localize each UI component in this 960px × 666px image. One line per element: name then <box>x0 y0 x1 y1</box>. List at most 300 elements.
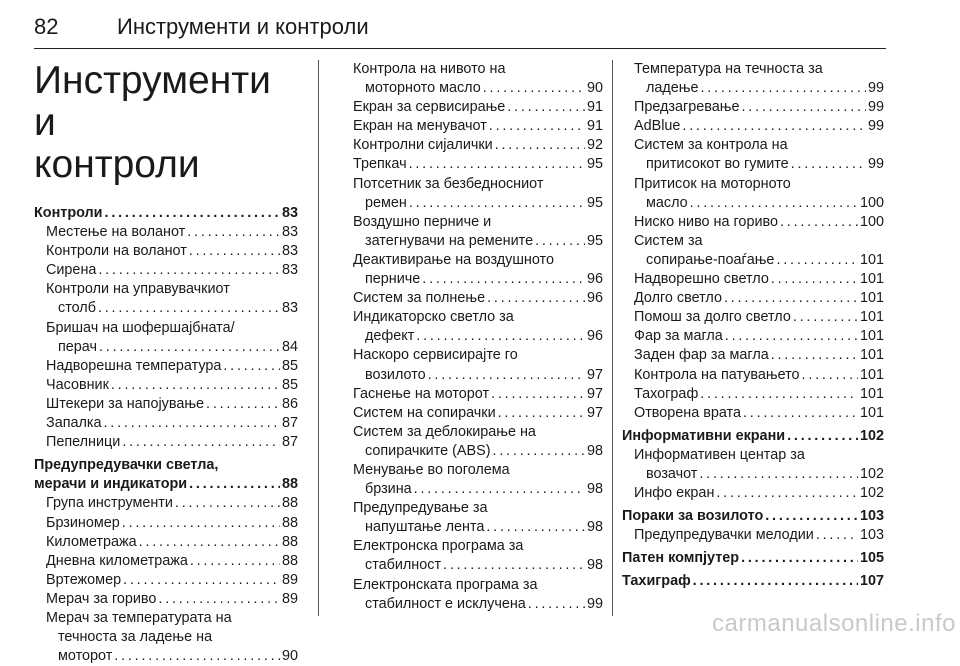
toc-page-number: 83 <box>281 300 298 317</box>
toc-entry-line <box>341 327 603 346</box>
toc-entry-line <box>622 346 884 365</box>
toc-entry-text: Наскоро сервисирајте го <box>353 347 518 364</box>
toc-entry[interactable] <box>622 446 884 484</box>
toc-entry[interactable] <box>34 242 298 261</box>
dot-leader <box>483 79 585 98</box>
toc-entry-line <box>622 117 884 136</box>
dot-leader <box>489 117 585 136</box>
toc-heading[interactable] <box>622 549 884 568</box>
toc-entry-text: Предупредувачки мелодии <box>634 527 814 544</box>
toc-page-number: 91 <box>586 118 603 135</box>
toc-entry[interactable] <box>341 308 603 346</box>
toc-page-number: 87 <box>281 415 298 432</box>
dot-leader <box>486 518 585 537</box>
page-number: 82 <box>34 14 59 39</box>
toc-entry-line <box>34 475 298 494</box>
toc-entry-line <box>622 366 884 385</box>
toc-entry[interactable] <box>622 232 884 270</box>
toc-page-number: 88 <box>281 495 298 512</box>
toc-entry[interactable] <box>622 213 884 232</box>
dot-leader <box>787 427 858 446</box>
toc-entry-line <box>34 395 298 414</box>
toc-entry-line <box>341 499 603 518</box>
toc-entry-text: Пепелници <box>46 434 121 451</box>
toc-entry-text: Систем за деблокирање на <box>353 423 536 440</box>
toc-entry-line <box>622 155 884 174</box>
dot-leader <box>416 327 585 346</box>
toc-entry-text: Индикаторско светло за <box>353 309 514 326</box>
toc-entry[interactable] <box>34 223 298 242</box>
toc-entry-line <box>341 136 603 155</box>
toc-entry-text: моторот <box>58 648 113 665</box>
dot-leader <box>422 270 585 289</box>
toc-entry-text: Електронската програма за <box>353 576 538 593</box>
toc-page-number: 101 <box>859 366 884 383</box>
toc-entry-line <box>622 213 884 232</box>
toc-entry-line <box>34 628 298 647</box>
toc-entry-text: стабилност <box>365 557 442 574</box>
toc-entry[interactable] <box>34 552 298 571</box>
toc-entry-text: Дневна километража <box>46 552 188 569</box>
toc-entry-text: Помош за долго светло <box>634 309 791 326</box>
toc-entry[interactable] <box>341 213 603 251</box>
dot-leader <box>114 647 280 666</box>
dot-leader <box>701 79 866 98</box>
toc-entry-text: Местење на воланот <box>46 224 186 241</box>
toc-heading[interactable] <box>622 507 884 526</box>
toc-page-number: 101 <box>859 251 884 268</box>
toc-page-number: 103 <box>859 527 884 544</box>
toc-entry-line <box>341 175 603 194</box>
toc-entry-line <box>34 338 298 357</box>
toc-page-number: 97 <box>586 366 603 383</box>
toc-entry-text: Патен компјутер <box>622 550 740 567</box>
toc-entry[interactable] <box>622 308 884 327</box>
toc-entry-text: Штекери за напојување <box>46 395 205 412</box>
section-title <box>34 60 298 186</box>
dot-leader <box>189 475 280 494</box>
toc-entry[interactable] <box>622 270 884 289</box>
toc-entry[interactable] <box>34 533 298 552</box>
toc-entry[interactable] <box>622 526 884 545</box>
toc-entry-line <box>34 433 298 452</box>
toc-page-number: 88 <box>281 476 298 493</box>
toc-page-number: 98 <box>586 442 603 459</box>
dot-leader <box>699 465 858 484</box>
toc-entry-text: Предупредувачки светла, <box>34 457 219 474</box>
toc-entry[interactable] <box>622 366 884 385</box>
dot-leader <box>123 571 280 590</box>
dot-leader <box>498 404 585 423</box>
toc-page-number: 101 <box>859 290 884 307</box>
toc-entry-text: перниче <box>365 271 421 288</box>
toc-entry-text: дефект <box>365 328 415 345</box>
toc-entry-line <box>622 446 884 465</box>
toc-entry-text: мерачи и индикатори <box>34 476 188 493</box>
toc-entry[interactable] <box>341 576 603 614</box>
toc-entry-line <box>341 556 603 575</box>
toc-entry[interactable] <box>622 136 884 174</box>
toc-entry[interactable] <box>34 280 298 318</box>
toc-entry-line <box>34 552 298 571</box>
toc-entry-line <box>622 404 884 423</box>
toc-entry-text: затегнувачи на ремените <box>365 232 534 249</box>
toc-entry-text: Информативен центар за <box>634 446 805 463</box>
toc-entry-line <box>34 609 298 628</box>
toc-entry[interactable] <box>34 261 298 280</box>
toc-entry[interactable] <box>622 289 884 308</box>
toc-entry-line <box>341 576 603 595</box>
toc-entry-line <box>622 251 884 270</box>
toc-entry[interactable] <box>341 117 603 136</box>
toc-entry-line <box>34 261 298 280</box>
dot-leader <box>409 155 585 174</box>
toc-page-number: 90 <box>281 648 298 665</box>
toc-entry-text: Инфо екран <box>634 485 715 502</box>
toc-entry-text: столб <box>58 300 96 317</box>
toc-entry-text: Часовник <box>46 376 109 393</box>
toc-entry-line <box>341 385 603 404</box>
toc-entry[interactable] <box>341 289 603 308</box>
toc-entry[interactable] <box>622 484 884 503</box>
toc-entry-text: Систем за контрола на <box>634 137 788 154</box>
toc-page-number: 96 <box>586 271 603 288</box>
toc-page-number: 103 <box>859 508 884 525</box>
toc-entry-text: Контроли на воланот <box>46 243 187 260</box>
toc-entry-text: притисокот во гумите <box>646 156 789 173</box>
toc-entry[interactable] <box>34 609 298 666</box>
toc-entry-line <box>341 346 603 365</box>
toc-entry-text: Гаснење на моторот <box>353 385 490 402</box>
toc-entry[interactable] <box>341 385 603 404</box>
toc-entry-line <box>622 232 884 251</box>
toc-entry-line <box>341 270 603 289</box>
toc-entry-line <box>34 414 298 433</box>
toc-entry-text: Менување во поголема <box>353 461 510 478</box>
toc-entries <box>622 60 884 592</box>
toc-entry-line <box>622 98 884 117</box>
toc-entry-text: Електронска програма за <box>353 538 524 555</box>
toc-entry[interactable] <box>34 414 298 433</box>
toc-entry-line <box>622 465 884 484</box>
toc-entry-line <box>622 289 884 308</box>
toc-entry-text: Тахиграф <box>622 573 691 590</box>
toc-entry-line <box>34 590 298 609</box>
toc-entry-text: Предупредување за <box>353 500 488 517</box>
dot-leader <box>743 404 858 423</box>
toc-entry[interactable] <box>341 155 603 174</box>
dot-leader <box>771 270 858 289</box>
dot-leader <box>493 442 585 461</box>
toc-entry-text: Запалка <box>46 415 102 432</box>
toc-page-number: 86 <box>281 395 298 412</box>
toc-heading[interactable] <box>34 456 298 494</box>
toc-entry-text: брзина <box>365 481 412 498</box>
toc-entry[interactable] <box>341 98 603 117</box>
toc-entry-text: Надворешна температура <box>46 357 222 374</box>
toc-entry-text: сопирачките (ABS) <box>365 442 491 459</box>
toc-entry-text: ремен <box>365 194 407 211</box>
toc-entry-line <box>622 507 884 526</box>
dot-leader <box>189 242 280 261</box>
toc-page-number: 101 <box>859 347 884 364</box>
toc-entry-line <box>622 427 884 446</box>
dot-leader <box>175 494 280 513</box>
running-header <box>34 4 886 49</box>
toc-entry[interactable] <box>341 461 603 499</box>
toc-page-number: 90 <box>586 80 603 97</box>
toc-entry-text: Бришач на шофершајбната/ <box>46 319 235 336</box>
toc-page-number: 105 <box>859 550 884 567</box>
toc-entry-line <box>341 289 603 308</box>
toc-entry-line <box>341 155 603 174</box>
toc-entry-text: Температура на течноста за <box>634 61 823 77</box>
toc-entry[interactable] <box>34 376 298 395</box>
dot-leader <box>693 572 858 591</box>
toc-page-number: 96 <box>586 290 603 307</box>
toc-entry-text: Километража <box>46 533 137 550</box>
toc-entry-line <box>622 327 884 346</box>
toc-entry-line <box>341 366 603 385</box>
toc-entry-line <box>34 299 298 318</box>
toc-page-number: 99 <box>867 156 884 173</box>
toc-page-number: 83 <box>281 224 298 241</box>
dot-leader <box>111 376 280 395</box>
dot-leader <box>122 433 280 452</box>
toc-page-number: 95 <box>586 194 603 211</box>
toc-entry-text: моторното масло <box>365 80 481 97</box>
toc-entry-line <box>34 223 298 242</box>
toc-entry-line <box>622 194 884 213</box>
toc-entry-text: Систем на сопирачки <box>353 404 496 421</box>
toc-entry-text: Фар за магла <box>634 328 723 345</box>
toc-heading[interactable] <box>622 572 884 591</box>
toc-page-number: 92 <box>586 137 603 154</box>
toc-entry-text: масло <box>646 194 688 211</box>
toc-entry[interactable] <box>34 514 298 533</box>
dot-leader <box>793 308 858 327</box>
toc-entry-text: Контрола на патувањето <box>634 366 800 383</box>
toc-page-number: 89 <box>281 590 298 607</box>
toc-page-number: 107 <box>859 573 884 590</box>
dot-leader <box>776 251 858 270</box>
toc-entry-text: ладење <box>646 80 699 97</box>
dot-leader <box>682 117 866 136</box>
toc-page-number: 99 <box>586 595 603 612</box>
column-divider <box>318 60 319 616</box>
toc-entry[interactable] <box>622 327 884 346</box>
toc-page-number: 101 <box>859 328 884 345</box>
dot-leader <box>443 556 585 575</box>
toc-entry[interactable] <box>34 590 298 609</box>
toc-entry[interactable] <box>622 404 884 423</box>
toc-entry-line <box>622 526 884 545</box>
dot-leader <box>765 507 858 526</box>
toc-page-number: 97 <box>586 404 603 421</box>
toc-entry-line <box>341 60 603 79</box>
toc-page-number: 102 <box>859 465 884 482</box>
toc-entry-line <box>341 423 603 442</box>
dot-leader <box>409 194 585 213</box>
toc-page-number: 101 <box>859 385 884 402</box>
toc-page-number: 100 <box>859 194 884 211</box>
toc-entry-line <box>341 232 603 251</box>
toc-column-3 <box>622 60 884 592</box>
dot-leader <box>428 366 585 385</box>
toc-entry-line <box>34 456 298 475</box>
dot-leader <box>741 98 866 117</box>
toc-entry-line <box>341 117 603 136</box>
toc-entry-text: стабилност е исклучена <box>365 595 526 612</box>
toc-entry[interactable] <box>34 395 298 414</box>
toc-entry[interactable] <box>34 494 298 513</box>
toc-entry-text: напуштање лента <box>365 519 485 536</box>
toc-entry-line <box>341 442 603 461</box>
toc-entry-line <box>341 518 603 537</box>
toc-page-number: 98 <box>586 519 603 536</box>
toc-entry[interactable] <box>34 571 298 590</box>
section-title-line: контроли <box>34 143 200 186</box>
toc-page-number: 89 <box>281 571 298 588</box>
toc-entry-text: Воздушно перниче и <box>353 213 492 230</box>
toc-entry-text: перач <box>58 338 97 355</box>
column-divider <box>612 60 613 616</box>
dot-leader <box>780 213 858 232</box>
toc-page-number: 98 <box>586 557 603 574</box>
toc-entry-line <box>622 549 884 568</box>
toc-entry[interactable] <box>341 404 603 423</box>
toc-entry-line <box>34 514 298 533</box>
dot-leader <box>816 526 858 545</box>
toc-entry[interactable] <box>622 98 884 117</box>
toc-entry-text: Екран на менувачот <box>353 118 487 135</box>
toc-page-number: 101 <box>859 271 884 288</box>
toc-entry[interactable] <box>341 537 603 575</box>
toc-entry-text: Контролни сијалички <box>353 137 493 154</box>
toc-entry[interactable] <box>34 433 298 452</box>
toc-entry-line <box>341 213 603 232</box>
toc-page-number: 83 <box>281 205 298 221</box>
toc-entry-text: Тахограф <box>634 385 699 402</box>
toc-entry-text: Мерач за гориво <box>46 590 157 607</box>
toc-entry[interactable] <box>341 423 603 461</box>
toc-entry-line <box>341 194 603 213</box>
toc-entry-text: Надворешно светло <box>634 271 769 288</box>
toc-entry-line <box>34 494 298 513</box>
toc-page-number: 88 <box>281 533 298 550</box>
toc-heading[interactable] <box>34 204 298 223</box>
toc-entry-text: Контроли <box>34 205 103 221</box>
toc-entry-line <box>341 480 603 499</box>
toc-entry-line <box>622 308 884 327</box>
toc-entry-text: Вртежомер <box>46 571 122 588</box>
toc-entries <box>341 60 603 614</box>
toc-entry[interactable] <box>341 251 603 289</box>
toc-entry-line <box>34 571 298 590</box>
toc-entry-line <box>622 136 884 155</box>
dot-leader <box>802 366 858 385</box>
toc-page-number: 91 <box>586 99 603 116</box>
toc-entry-text: Трепкач <box>353 156 407 173</box>
toc-entry-line <box>341 404 603 423</box>
toc-entry-line <box>622 572 884 591</box>
toc-page-number: 88 <box>281 552 298 569</box>
toc-entry[interactable] <box>341 136 603 155</box>
toc-entry-line <box>34 319 298 338</box>
toc-page-number: 96 <box>586 328 603 345</box>
toc-entry[interactable] <box>341 60 603 98</box>
dot-leader <box>104 414 280 433</box>
toc-page-number: 85 <box>281 357 298 374</box>
dot-leader <box>122 514 280 533</box>
toc-page-number: 99 <box>867 99 884 116</box>
dot-leader <box>791 155 866 174</box>
toc-page-number: 100 <box>859 213 884 230</box>
dot-leader <box>98 299 280 318</box>
toc-entry-line <box>622 60 884 79</box>
toc-page-number: 83 <box>281 243 298 260</box>
toc-entry-text: Контроли на управувачкиот <box>46 281 230 298</box>
toc-entry-line <box>34 357 298 376</box>
toc-entry-text: Информативни екрани <box>622 427 786 444</box>
dot-leader <box>223 357 280 376</box>
toc-entry[interactable] <box>34 357 298 376</box>
toc-entry-line <box>622 79 884 98</box>
toc-heading[interactable] <box>622 427 884 446</box>
dot-leader <box>487 289 585 308</box>
toc-column-2 <box>341 60 603 614</box>
toc-entry-line <box>34 204 298 223</box>
toc-entry-text: Притисок на моторното <box>634 175 791 192</box>
toc-page-number: 101 <box>859 309 884 326</box>
toc-page-number: 97 <box>586 385 603 402</box>
toc-page-number: 84 <box>281 338 298 355</box>
toc-entry[interactable] <box>622 175 884 213</box>
dot-leader <box>700 385 858 404</box>
toc-entry[interactable] <box>622 385 884 404</box>
toc-page-number: 87 <box>281 434 298 451</box>
toc-entry[interactable] <box>341 175 603 213</box>
toc-entry[interactable] <box>341 346 603 384</box>
toc-page-number: 98 <box>586 481 603 498</box>
dot-leader <box>98 261 280 280</box>
toc-entry[interactable] <box>622 60 884 98</box>
dot-leader <box>190 552 280 571</box>
toc-entry[interactable] <box>34 319 298 357</box>
toc-entry-line <box>622 270 884 289</box>
toc-entry-text: течноста за ладење на <box>58 629 213 646</box>
toc-page-number: 101 <box>859 404 884 421</box>
toc-entry-text: Екран за сервисирање <box>353 99 506 116</box>
toc-entry[interactable] <box>622 117 884 136</box>
dot-leader <box>187 223 280 242</box>
toc-entry-text: возачот <box>646 465 698 482</box>
toc-entry-line <box>341 251 603 270</box>
toc-entry[interactable] <box>622 346 884 365</box>
dot-leader <box>741 549 858 568</box>
toc-page-number: 102 <box>859 427 884 444</box>
toc-page-number: 83 <box>281 262 298 279</box>
toc-entry-line <box>34 533 298 552</box>
toc-entry-line <box>622 484 884 503</box>
toc-page-number: 99 <box>867 80 884 97</box>
toc-entry-line <box>622 175 884 194</box>
toc-entry[interactable] <box>341 499 603 537</box>
toc-entry-text: Мерач за температурата на <box>46 609 232 626</box>
toc-entry-text: AdBlue <box>634 118 681 135</box>
toc-page-number: 95 <box>586 232 603 249</box>
toc-entry-text: Заден фар за магла <box>634 347 769 364</box>
